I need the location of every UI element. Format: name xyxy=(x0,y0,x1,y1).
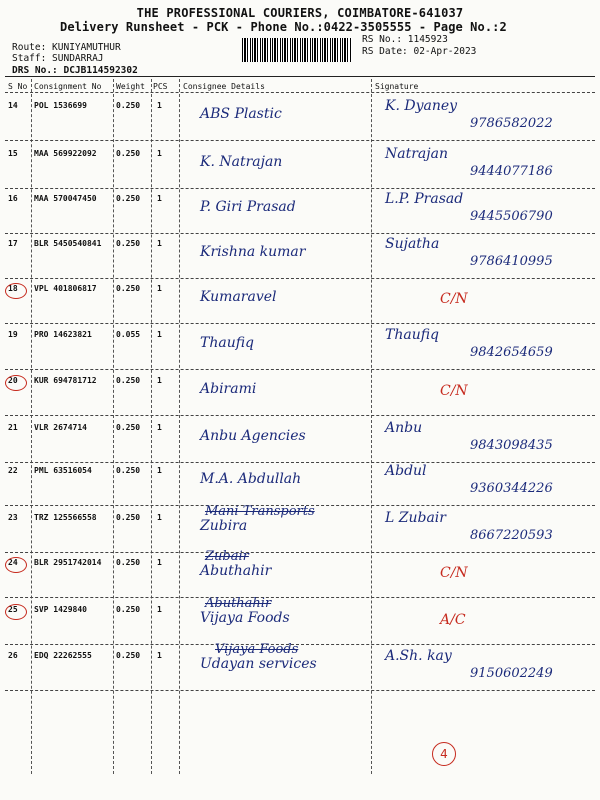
struck-out-text: Abuthahir xyxy=(205,596,272,611)
consignee-handwritten: Abuthahir xyxy=(200,563,272,579)
serial-circle-mark xyxy=(5,604,27,620)
weight-value: 0.250 xyxy=(116,466,141,475)
pcs-value: 1 xyxy=(157,513,162,522)
consignee-handwritten: Vijaya Foods xyxy=(200,610,290,626)
consignee-handwritten: Udayan services xyxy=(200,656,317,672)
weight-value: 0.250 xyxy=(116,513,141,522)
serial-circle-mark xyxy=(5,557,27,573)
consignment-number: MAA 570047450 xyxy=(34,194,97,203)
consignment-number: VLR 2674714 xyxy=(34,423,87,432)
signature-handwritten: A.Sh. kay xyxy=(385,648,452,664)
rs-number: RS No.: 1145923 xyxy=(362,34,448,45)
phone-handwritten: 9842654659 xyxy=(470,345,553,360)
serial-number: 23 xyxy=(8,513,18,522)
row-rule xyxy=(5,415,595,416)
row-rule xyxy=(5,323,595,324)
weight-value: 0.250 xyxy=(116,423,141,432)
signature-handwritten: Anbu xyxy=(385,420,423,436)
consignment-number: PML 63516054 xyxy=(34,466,92,475)
col-divider xyxy=(151,79,152,774)
serial-number: 17 xyxy=(8,239,18,248)
company-title: THE PROFESSIONAL COURIERS, COIMBATORE-641037 xyxy=(136,6,464,20)
consignment-number: KUR 694781712 xyxy=(34,376,97,385)
page-mark-circle: 4 xyxy=(432,742,456,766)
pcs-value: 1 xyxy=(157,149,162,158)
consignment-number: BLR 2951742014 xyxy=(34,558,102,567)
phone-handwritten: 9786582022 xyxy=(470,116,553,131)
row-rule xyxy=(5,369,595,370)
pcs-value: 1 xyxy=(157,651,162,660)
col-divider xyxy=(371,79,372,774)
serial-circle-mark xyxy=(5,375,27,391)
staff-label: Staff: SUNDARRAJ xyxy=(12,53,104,64)
weight-value: 0.250 xyxy=(116,605,141,614)
signature-handwritten: Abdul xyxy=(385,463,427,479)
row-rule xyxy=(5,552,595,553)
consignment-number: TRZ 125566558 xyxy=(34,513,97,522)
weight-value: 0.250 xyxy=(116,284,141,293)
weight-value: 0.250 xyxy=(116,558,141,567)
serial-number: 25 xyxy=(8,605,18,614)
drs-label: DRS No.: DCJB114592302 xyxy=(12,65,138,76)
consignee-handwritten: M.A. Abdullah xyxy=(200,471,302,487)
serial-number: 22 xyxy=(8,466,18,475)
pcs-value: 1 xyxy=(157,284,162,293)
consignment-number: SVP 1429840 xyxy=(34,605,87,614)
signature-handwritten: L.P. Prasad xyxy=(385,191,464,207)
signature-handwritten: K. Dyaney xyxy=(385,98,458,114)
pcs-value: 1 xyxy=(157,466,162,475)
serial-circle-mark xyxy=(5,283,27,299)
serial-number: 15 xyxy=(8,149,18,158)
row-rule xyxy=(5,462,595,463)
serial-number: 26 xyxy=(8,651,18,660)
weight-value: 0.055 xyxy=(116,330,141,339)
consignment-number: VPL 401806817 xyxy=(34,284,97,293)
pcs-value: 1 xyxy=(157,239,162,248)
pcs-value: 1 xyxy=(157,101,162,110)
weight-value: 0.250 xyxy=(116,149,141,158)
pcs-value: 1 xyxy=(157,558,162,567)
table-top-rule xyxy=(5,76,595,77)
col-pcs: PCS xyxy=(153,82,168,91)
consignee-handwritten: Kumaravel xyxy=(200,289,277,305)
struck-out-text: Zubair xyxy=(205,549,249,564)
col-divider xyxy=(179,79,180,774)
col-weight: Weight xyxy=(116,82,145,91)
status-remark: C/N xyxy=(440,291,468,307)
rs-date: RS Date: 02-Apr-2023 xyxy=(362,46,477,57)
pcs-value: 1 xyxy=(157,194,162,203)
phone-handwritten: 9150602249 xyxy=(470,666,553,681)
weight-value: 0.250 xyxy=(116,651,141,660)
consignment-number: MAA 569922092 xyxy=(34,149,97,158)
serial-number: 14 xyxy=(8,101,18,110)
consignment-number: PRO 14623821 xyxy=(34,330,92,339)
weight-value: 0.250 xyxy=(116,101,141,110)
row-rule xyxy=(5,233,595,234)
consignment-number: POL 1536699 xyxy=(34,101,87,110)
pcs-value: 1 xyxy=(157,605,162,614)
signature-handwritten: Thaufiq xyxy=(385,327,440,343)
consignee-handwritten: Abirami xyxy=(200,381,257,397)
serial-number: 24 xyxy=(8,558,18,567)
serial-number: 20 xyxy=(8,376,18,385)
phone-handwritten: 9843098435 xyxy=(470,438,553,453)
consignment-number: EDQ 22262555 xyxy=(34,651,92,660)
phone-handwritten: 9786410995 xyxy=(470,254,553,269)
row-rule xyxy=(5,597,595,598)
pcs-value: 1 xyxy=(157,376,162,385)
serial-number: 18 xyxy=(8,284,18,293)
header-rule xyxy=(5,92,595,93)
weight-value: 0.250 xyxy=(116,239,141,248)
consignee-handwritten: Thaufiq xyxy=(200,335,255,351)
phone-handwritten: 8667220593 xyxy=(470,528,553,543)
runsheet-subtitle: Delivery Runsheet - PCK - Phone No.:0422-3505555 - Page No.:2 xyxy=(60,20,507,34)
phone-handwritten: 9444077186 xyxy=(470,164,553,179)
signature-handwritten: L Zubair xyxy=(385,510,446,526)
col-divider xyxy=(113,79,114,774)
consignment-number: BLR 5450540841 xyxy=(34,239,102,248)
consignee-handwritten: K. Natrajan xyxy=(200,154,283,170)
col-consignment: Consignment No xyxy=(34,82,102,91)
signature-handwritten: Sujatha xyxy=(385,236,440,252)
signature-handwritten: Natrajan xyxy=(385,146,448,162)
status-remark: C/N xyxy=(440,565,468,581)
consignee-handwritten: Krishna kumar xyxy=(200,244,306,260)
pcs-value: 1 xyxy=(157,423,162,432)
weight-value: 0.250 xyxy=(116,376,141,385)
consignee-handwritten: Zubira xyxy=(200,518,248,534)
consignee-handwritten: Anbu Agencies xyxy=(200,428,306,444)
serial-number: 19 xyxy=(8,330,18,339)
status-remark: A/C xyxy=(440,612,466,628)
route-label: Route: KUNIYAMUTHUR xyxy=(12,42,121,53)
consignee-handwritten: P. Giri Prasad xyxy=(200,199,296,215)
struck-out-text: Mani Transports xyxy=(205,504,315,519)
col-consignee: Consignee Details xyxy=(183,82,265,91)
status-remark: C/N xyxy=(440,383,468,399)
row-rule xyxy=(5,188,595,189)
serial-number: 21 xyxy=(8,423,18,432)
consignee-handwritten: ABS Plastic xyxy=(200,106,282,122)
struck-out-text: Vijaya Foods xyxy=(215,642,299,657)
row-rule xyxy=(5,690,595,691)
row-rule xyxy=(5,644,595,645)
col-sno: S No xyxy=(8,82,28,91)
row-rule xyxy=(5,140,595,141)
col-signature: Signature xyxy=(375,82,419,91)
phone-handwritten: 9360344226 xyxy=(470,481,553,496)
barcode xyxy=(242,38,352,62)
col-divider xyxy=(31,79,32,774)
serial-number: 16 xyxy=(8,194,18,203)
pcs-value: 1 xyxy=(157,330,162,339)
row-rule xyxy=(5,278,595,279)
phone-handwritten: 9445506790 xyxy=(470,209,553,224)
weight-value: 0.250 xyxy=(116,194,141,203)
